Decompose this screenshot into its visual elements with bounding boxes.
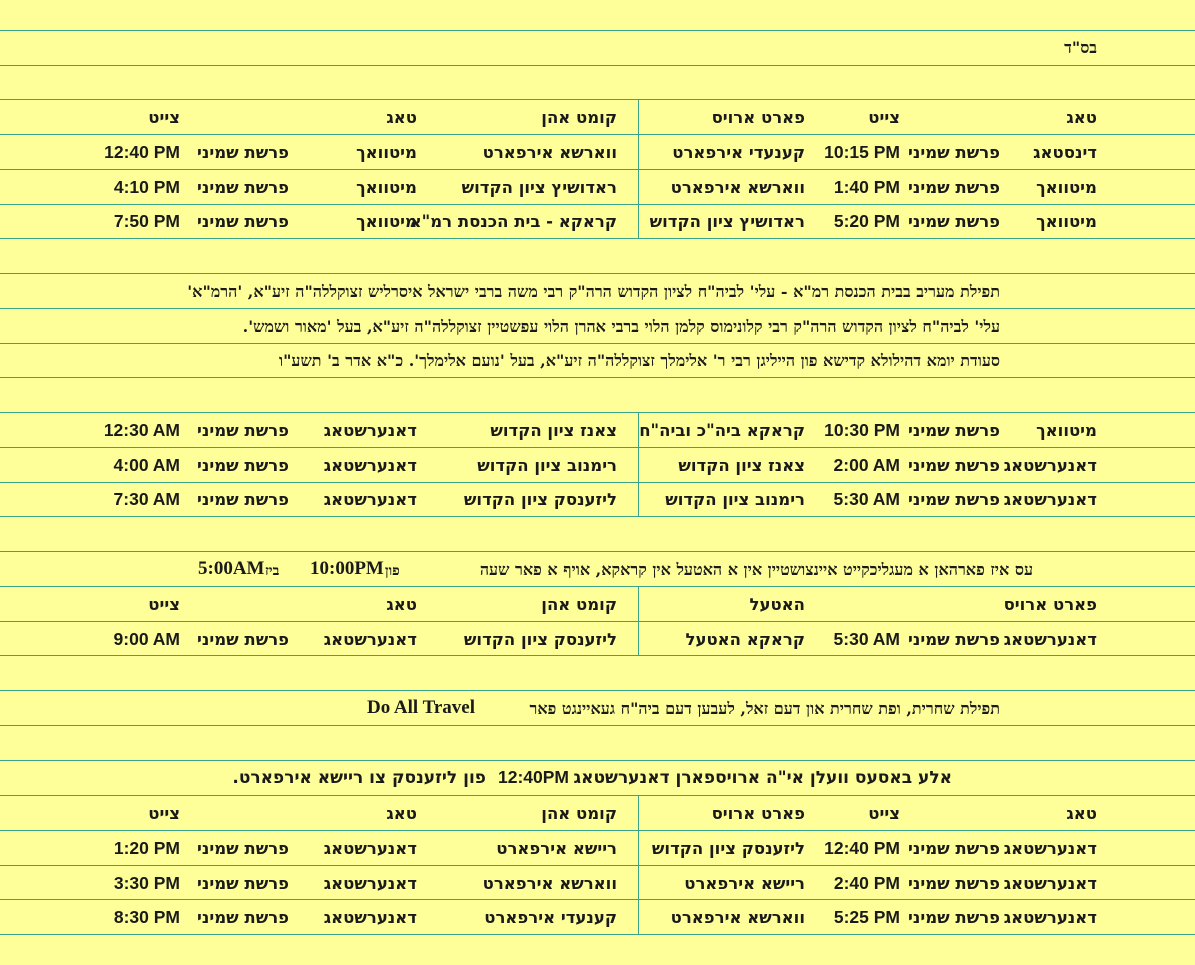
location-from: ראדושיץ ציון הקדוש	[649, 212, 805, 231]
day-depart: דאנערשטאג	[1003, 490, 1097, 509]
return-note-time: 12:40PM	[498, 767, 570, 787]
parsha-arrive: פרשת שמיני	[197, 874, 289, 893]
parsha-depart: פרשת שמיני	[908, 212, 1000, 231]
day-arrive: דאנערשטאג	[323, 630, 417, 649]
parsha-depart: פרשת שמיני	[908, 874, 1000, 893]
time-depart: 5:30 AM	[833, 629, 900, 649]
time-depart: 10:30 PM	[824, 420, 900, 440]
grid-line	[0, 934, 1195, 935]
time-arrive: 12:30 AM	[103, 420, 180, 440]
grid-line	[0, 377, 1195, 378]
time-arrive: 3:30 PM	[113, 873, 180, 893]
location-from: ווארשא אירפארט	[670, 178, 805, 197]
header-depart: פארט ארויס	[711, 108, 805, 127]
grid-line	[0, 412, 1195, 413]
note-seuda: סעודת יומא דהילולא קדישא פון הייליגן רבי ר' אלימלך זצוקללה"ה זיע"א, בעל 'נועם אלימלך'. כ"א אדר ב' תשע"ו	[278, 351, 1000, 370]
column-divider	[638, 586, 639, 655]
location-from: ווארשא אירפארט	[670, 908, 805, 927]
header-tsayt-2: צייט	[148, 108, 180, 127]
grid-line	[0, 169, 1195, 170]
day-depart: מיטוואך	[1036, 212, 1097, 231]
parsha-arrive: פרשת שמיני	[197, 908, 289, 927]
time-arrive: 12:40 PM	[104, 142, 180, 162]
grid-line	[0, 65, 1195, 66]
parsha-depart: פרשת שמיני	[908, 421, 1000, 440]
location-to: קענעדי אירפארט	[484, 908, 617, 927]
bsd-header: בס"ד	[1064, 38, 1097, 57]
grid-line	[0, 238, 1195, 239]
day-arrive: מיטוואך	[356, 178, 417, 197]
header-tag: טאג	[386, 595, 417, 614]
header-arrive: קומט אהן	[541, 108, 617, 127]
location-from: קענעדי אירפארט	[672, 143, 805, 162]
header-depart: פארט ארויס	[711, 804, 805, 823]
grid-line	[0, 482, 1195, 483]
parsha-arrive: פרשת שמיני	[197, 421, 289, 440]
grid-line	[0, 204, 1195, 205]
location-to: רימנוב ציון הקדוש	[477, 456, 617, 475]
time-arrive: 7:50 PM	[113, 211, 180, 231]
header-tag-2: טאג	[386, 108, 417, 127]
grid-line	[0, 99, 1195, 100]
parsha-arrive: פרשת שמיני	[197, 630, 289, 649]
day-arrive: דאנערשטאג	[323, 421, 417, 440]
location-from: רימנוב ציון הקדוש	[665, 490, 805, 509]
header-tag: טאג	[1066, 804, 1097, 823]
time-arrive: 1:20 PM	[113, 838, 180, 858]
day-depart: דאנערשטאג	[1003, 874, 1097, 893]
hotel-note-text: עס איז פארהאן א מעגליכקייט איינצושטיין אין א האטעל אין קראקא, אויף א פאר שעה	[479, 560, 1033, 579]
parsha-arrive: פרשת שמיני	[197, 212, 289, 231]
time-depart: 5:30 AM	[833, 489, 900, 509]
grid-line	[0, 30, 1195, 31]
grid-line	[0, 690, 1195, 691]
note-maariv: תפילת מעריב בבית הכנסת רמ"א - עלי' לביה"ח לציון הקדוש הרה"ק רבי משה ברבי ישראל איסרליש זצוקללה"ה זיע"א, 'הרמ"א'	[187, 282, 1000, 301]
grid-line	[0, 273, 1195, 274]
parsha-arrive: פרשת שמיני	[197, 490, 289, 509]
hotel-note-biz: ביז	[265, 563, 280, 579]
parsha-depart: פרשת שמיני	[908, 456, 1000, 475]
time-depart: 5:20 PM	[833, 211, 900, 231]
parsha-depart: פרשת שמיני	[908, 839, 1000, 858]
header-tsayt-2: צייט	[148, 804, 180, 823]
time-depart: 1:40 PM	[833, 177, 900, 197]
parsha-arrive: פרשת שמיני	[197, 839, 289, 858]
brand-name: Do All Travel	[367, 697, 476, 718]
location-from: קראקא ביה"כ וביה"ח	[639, 421, 805, 440]
grid-line	[0, 516, 1195, 517]
grid-line	[0, 865, 1195, 866]
grid-line	[0, 308, 1195, 309]
time-depart: 10:15 PM	[824, 142, 900, 162]
day-arrive: מיטוואך	[356, 143, 417, 162]
location-to: צאנז ציון הקדוש	[490, 421, 617, 440]
time-arrive: 4:00 AM	[113, 455, 180, 475]
time-arrive: 4:10 PM	[113, 177, 180, 197]
location-to: ווארשא אירפארט	[482, 874, 617, 893]
header-tsayt: צייט	[868, 108, 900, 127]
grid-line	[0, 447, 1195, 448]
hotel-note-to-time: 5:00AM	[198, 558, 265, 579]
header-tsayt: צייט	[148, 595, 180, 614]
header-tsayt: צייט	[868, 804, 900, 823]
day-depart: דאנערשטאג	[1003, 839, 1097, 858]
parsha-arrive: פרשת שמיני	[197, 178, 289, 197]
grid-line	[0, 899, 1195, 900]
time-arrive: 7:30 AM	[113, 489, 180, 509]
return-note-part1: אלע באסעס וועלן אי"ה ארויספארן דאנערשטאג	[573, 768, 952, 788]
time-depart: 12:40 PM	[824, 838, 900, 858]
location-from: קראקא האטעל	[685, 630, 805, 649]
parsha-depart: פרשת שמיני	[908, 490, 1000, 509]
grid-line	[0, 134, 1195, 135]
header-arrive: קומט אהן	[541, 804, 617, 823]
day-depart: דאנערשטאג	[1003, 456, 1097, 475]
day-depart: דינסטאג	[1033, 143, 1097, 162]
location-from: ליזענסק ציון הקדוש	[651, 839, 805, 858]
hotel-note-from-time: 10:00PM	[310, 558, 384, 579]
day-arrive: דאנערשטאג	[323, 490, 417, 509]
day-arrive: מיטוואך	[356, 212, 417, 231]
grid-line	[0, 621, 1195, 622]
day-arrive: דאנערשטאג	[323, 456, 417, 475]
hotel-note-fun: פון	[385, 563, 400, 579]
location-to: ריישא אירפארט	[496, 839, 617, 858]
parsha-depart: פרשת שמיני	[908, 630, 1000, 649]
location-from: צאנז ציון הקדוש	[678, 456, 805, 475]
header-arrive: קומט אהן	[541, 595, 617, 614]
day-depart: מיטוואך	[1036, 178, 1097, 197]
day-depart: מיטוואך	[1036, 421, 1097, 440]
grid-line	[0, 586, 1195, 587]
time-depart: 5:25 PM	[833, 907, 900, 927]
time-arrive: 9:00 AM	[113, 629, 180, 649]
day-depart: דאנערשטאג	[1003, 908, 1097, 927]
header-depart: פארט ארויס	[1003, 595, 1097, 614]
grid-line	[0, 830, 1195, 831]
location-to: ליזענסק ציון הקדוש	[463, 490, 617, 509]
note-aliya: עלי' לביה"ח לציון הקדוש הרה"ק רבי קלונימוס קלמן הלוי ברבי אהרן הלוי עפשטיין זצוקללה"ה זיע"א, בעל 'מאור ושמש'.	[242, 317, 1000, 336]
parsha-depart: פרשת שמיני	[908, 908, 1000, 927]
parsha-depart: פרשת שמיני	[908, 178, 1000, 197]
time-depart: 2:40 PM	[833, 873, 900, 893]
return-note-part2: פון ליזענסק צו ריישא אירפארט.	[232, 768, 486, 788]
parsha-arrive: פרשת שמיני	[197, 456, 289, 475]
parsha-depart: פרשת שמיני	[908, 143, 1000, 162]
header-hotel: האטעל	[749, 595, 805, 614]
shacharis-note-text: תפילת שחרית, ופת שחרית און דעם זאל, לעבען דעם ביה"ח געאיינגט פאר	[529, 699, 1000, 718]
time-arrive: 8:30 PM	[113, 907, 180, 927]
location-to: ליזענסק ציון הקדוש	[463, 630, 617, 649]
day-arrive: דאנערשטאג	[323, 908, 417, 927]
parsha-arrive: פרשת שמיני	[197, 143, 289, 162]
grid-line	[0, 343, 1195, 344]
grid-line	[0, 725, 1195, 726]
grid-line	[0, 655, 1195, 656]
day-arrive: דאנערשטאג	[323, 839, 417, 858]
header-tag: טאג	[1066, 108, 1097, 127]
location-to: קראקא - בית הכנסת רמ"א	[409, 212, 617, 231]
location-from: ריישא אירפארט	[684, 874, 805, 893]
location-to: ווארשא אירפארט	[482, 143, 617, 162]
day-depart: דאנערשטאג	[1003, 630, 1097, 649]
grid-line	[0, 551, 1195, 552]
header-tag-2: טאג	[386, 804, 417, 823]
location-to: ראדושיץ ציון הקדוש	[461, 178, 617, 197]
grid-line	[0, 760, 1195, 761]
grid-line	[0, 795, 1195, 796]
day-arrive: דאנערשטאג	[323, 874, 417, 893]
column-divider	[638, 99, 639, 238]
column-divider	[638, 795, 639, 934]
time-depart: 2:00 AM	[833, 455, 900, 475]
